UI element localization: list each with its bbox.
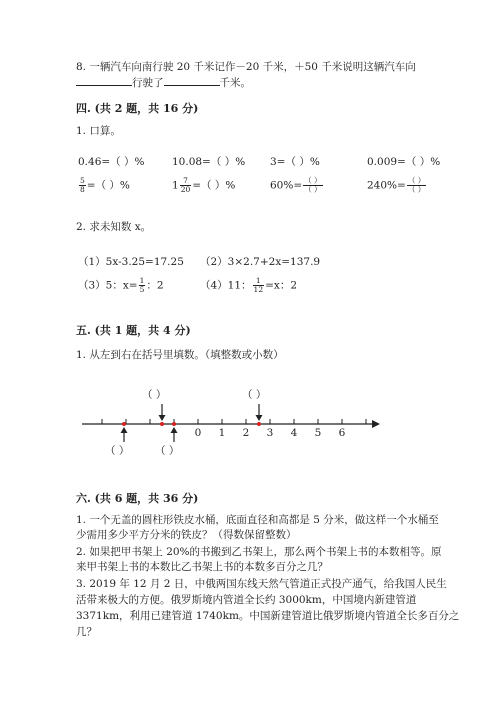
tick-label: 0	[194, 427, 202, 439]
tick-label: 1	[218, 427, 226, 439]
problem-line: 几？	[76, 626, 97, 638]
fraction-1-12: $\frac{1}{12}$	[253, 276, 264, 294]
q8-line1: 8. 一辆汽车向南行驶 20 千米记作－20 千米，＋50 千米说明这辆汽车向	[76, 61, 416, 73]
marker-point	[257, 422, 261, 426]
q8-travel-text: 行驶了	[132, 77, 164, 89]
direction-blank[interactable]	[76, 75, 132, 86]
fraction-7-20: $\frac{7}{20}$	[180, 176, 191, 194]
equation-3: （3）5：x= $\frac{1}{5}$ ：2	[78, 276, 164, 294]
problem-line: 来甲书架上书的本数比乙书架上书的本数多百分之几？	[76, 561, 328, 573]
down-arrow-icon	[159, 404, 166, 421]
problem-line: 1. 一个无盖的圆柱形铁皮水桶，底面直径和高都是 5 分米，做这样一个水桶至	[76, 514, 439, 526]
problem-line: 3. 2019 年 12 月 2 日，中俄两国东线天然气管道正式投产通气，给我国人民生	[76, 578, 447, 590]
calc-6: 1 $\frac{7}{20}$ =（ ）%	[172, 176, 236, 194]
tick-label: 3	[266, 427, 274, 439]
fraction-1-5: $\frac{1}{5}$	[139, 276, 145, 294]
tick-label: 5	[314, 427, 322, 439]
paren-top-1[interactable]: （ ）	[142, 389, 167, 401]
distance-blank[interactable]	[164, 75, 220, 86]
paren-bottom-1[interactable]: （ ）	[105, 445, 130, 457]
tick-marks	[102, 419, 366, 424]
problem-line: 少需用多少平方分米的铁皮？（得数保留整数）	[76, 529, 297, 541]
down-arrow-icon	[256, 404, 263, 421]
paren-bottom-2[interactable]: （ ）	[155, 445, 180, 457]
problem-line: 2. 如果把甲书架上 20%的书搬到乙书架上，那么两个书架上书的本数相等。原	[76, 546, 442, 558]
calc-7: 60%= $\frac{( )}{( )}$	[270, 176, 322, 194]
fraction-5-8: $\frac{5}{8}$	[80, 176, 85, 194]
calc-4: 0.009=（ ）%	[367, 156, 441, 168]
section4-title: 四. (共 2 题，共 16 分)	[76, 102, 199, 115]
calc-2: 10.08=（ ）%	[172, 156, 246, 168]
q8-line2	[76, 75, 251, 90]
equation-1: （1）5x-3.25=17.25	[78, 256, 184, 268]
equation-4: （4）11： $\frac{1}{12}$ =x：2	[200, 276, 297, 294]
calc-1: 0.46=（ ）%	[78, 156, 145, 168]
calc-5: $\frac{5}{8}$ =（ ）%	[80, 176, 130, 194]
tick-labels	[195, 427, 346, 439]
problem-line: 3371km，利用已建管道 1740km。中国新建管道比俄罗斯境内管道全长多百分之	[76, 610, 460, 622]
up-arrow-icon	[171, 427, 178, 442]
fraction-blank-1: $\frac{( )}{( )}$	[304, 176, 322, 194]
q4-1-title: 1. 口算。	[76, 125, 121, 137]
tick-label: 4	[290, 427, 298, 439]
marker-point	[172, 422, 176, 426]
section6-title: 六. (共 6 题，共 36 分)	[76, 492, 199, 505]
equation-2: （2）3×2.7+2x=137.9	[200, 256, 321, 268]
paren-top-2[interactable]: （ ）	[242, 389, 267, 401]
q5-1-text: 1. 从左到右在括号里填数。（填整数或小数）	[76, 349, 284, 361]
q4-2-title: 2. 求未知数 x。	[76, 221, 152, 233]
q8-unit: 千米。	[219, 77, 251, 89]
calc-3: 3=（ ）%	[270, 156, 320, 168]
up-arrow-icon	[121, 427, 128, 442]
problem-line: 活带来极大的方便。俄罗斯境内管道全长约 3000km，中国境内新建管道	[76, 594, 417, 606]
tick-label: 2	[242, 427, 250, 439]
fraction-blank-2: $\frac{( )}{( )}$	[407, 176, 426, 194]
tick-label: 6	[338, 427, 346, 439]
marker-point	[160, 422, 164, 426]
axis-arrow-icon	[372, 420, 380, 428]
marker-point	[122, 422, 126, 426]
section5-title: 五. (共 1 题，共 4 分)	[76, 324, 191, 337]
calc-8: 240%= $\frac{( )}{( )}$	[367, 176, 426, 194]
